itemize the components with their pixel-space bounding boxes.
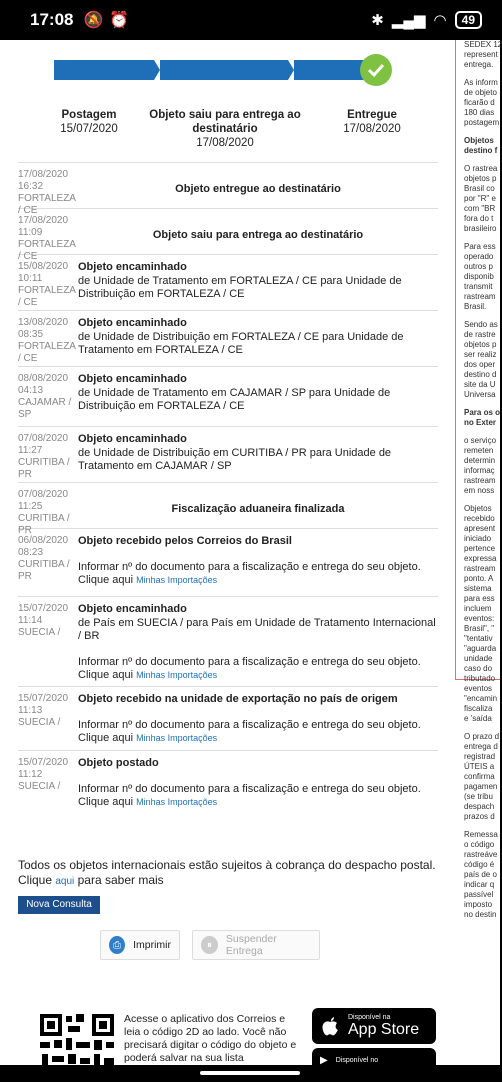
event-date: 08/08/2020 bbox=[18, 373, 69, 384]
sidebar-line: (se tribu bbox=[464, 792, 493, 801]
event-place: CAJAMAR / SP bbox=[18, 397, 72, 420]
sidebar-paragraph bbox=[464, 78, 500, 128]
sidebar-line: no Exter bbox=[464, 418, 497, 427]
event-time: 04:13 bbox=[18, 385, 44, 396]
sidebar-line: de rastre bbox=[464, 330, 496, 339]
event-place: CURITIBA / PR bbox=[18, 559, 70, 582]
stage-posted bbox=[44, 108, 134, 136]
event-title: Objeto encaminhado bbox=[78, 603, 187, 615]
event-place: SUECIA / bbox=[18, 781, 61, 792]
event-desc: de Unidade de Tratamento em CAJAMAR / SP para Unidade de Distribuição em FORTALEZA / CE bbox=[78, 386, 391, 412]
suspend-icon: ⏸ bbox=[201, 936, 218, 954]
sidebar-line: pagamen bbox=[464, 782, 498, 791]
event-time: 16:32 bbox=[18, 181, 44, 192]
postal-fee-text-end: para saber mais bbox=[77, 873, 164, 887]
sidebar-line: objetos p bbox=[464, 340, 497, 349]
event-time: 08:35 bbox=[18, 329, 44, 340]
event-place: CURITIBA / PR bbox=[18, 513, 70, 536]
stage-label: Postagem bbox=[61, 109, 117, 121]
event-date: 06/08/2020 bbox=[18, 535, 69, 546]
play-icon: ▶ bbox=[320, 1054, 328, 1066]
sidebar-line: tributado bbox=[464, 674, 496, 683]
sidebar-line: fiscaliza bbox=[464, 704, 493, 713]
event-date: 15/07/2020 bbox=[18, 757, 69, 768]
notifications-off-icon: 🔕 bbox=[83, 12, 104, 29]
sidebar-line: rastreáve bbox=[464, 850, 498, 859]
sidebar-line: para ess bbox=[464, 594, 495, 603]
event-date: 15/07/2020 bbox=[18, 603, 69, 614]
stage-date: 15/07/2020 bbox=[60, 123, 118, 135]
customs-info bbox=[78, 719, 438, 746]
sidebar-line: indicar q bbox=[464, 880, 495, 889]
sidebar-line: sistema bbox=[464, 584, 492, 593]
event-title: Objeto saiu para entrega ao destinatário bbox=[152, 229, 364, 241]
event-date: 15/08/2020 bbox=[18, 261, 69, 272]
sidebar-line: passível bbox=[464, 890, 494, 899]
sidebar-line: O rastrea bbox=[464, 164, 498, 173]
event-time: 08:23 bbox=[18, 547, 44, 558]
sidebar-line: represent bbox=[464, 50, 498, 59]
sidebar-line: de objeto bbox=[464, 88, 497, 97]
stage-date: 17/08/2020 bbox=[343, 123, 401, 135]
event-desc: de Unidade de Tratamento em FORTALEZA / CE para Unidade de Distribuição em FORTALEZA / CE bbox=[78, 274, 402, 300]
sidebar-line: postagem bbox=[464, 118, 500, 127]
event-list bbox=[18, 162, 438, 814]
event-date: 13/08/2020 bbox=[18, 317, 69, 328]
sidebar-paragraph bbox=[464, 242, 500, 312]
stage-delivered bbox=[322, 108, 422, 136]
event-title: Objeto encaminhado bbox=[78, 373, 187, 385]
signal-icon: ▂▄▆ bbox=[391, 12, 426, 29]
progress-segment-out-for-delivery bbox=[160, 60, 288, 80]
event-title: Objeto encaminhado bbox=[78, 433, 187, 445]
sidebar-line: "aguarda bbox=[464, 644, 497, 653]
customs-info bbox=[78, 783, 438, 810]
sidebar-line: expressa bbox=[464, 554, 497, 563]
event-time: 11:12 bbox=[18, 769, 43, 780]
sidebar-line: ficarão d bbox=[464, 98, 495, 107]
event-row bbox=[18, 162, 438, 216]
stage-label: Objeto saiu para entrega ao destinatário bbox=[149, 109, 301, 135]
sidebar-line: caso do bbox=[464, 664, 493, 673]
sidebar-line: remeten bbox=[464, 446, 494, 455]
sidebar-line: determin bbox=[464, 456, 496, 465]
stage-date: 17/08/2020 bbox=[196, 137, 254, 149]
sidebar-line: O prazo d bbox=[464, 732, 500, 741]
home-gesture-bar[interactable] bbox=[200, 1071, 300, 1075]
sidebar-line: e 'saída bbox=[464, 714, 492, 723]
minhas-importacoes-link[interactable]: Minhas Importações bbox=[136, 797, 218, 807]
battery-icon: 49 bbox=[455, 11, 482, 29]
store-small-text: Disponível na bbox=[348, 1014, 391, 1021]
sidebar-line: eventos bbox=[464, 684, 493, 693]
sidebar-line: país de o bbox=[464, 870, 497, 879]
sidebar-paragraph bbox=[464, 830, 500, 920]
sidebar-line: informaç bbox=[464, 466, 495, 475]
sidebar-line: "tentativ bbox=[464, 634, 493, 643]
tracking-progress bbox=[54, 54, 394, 84]
sidebar-line: Brasil. bbox=[464, 302, 487, 311]
event-row bbox=[18, 426, 438, 482]
event-time: 11:25 bbox=[18, 501, 43, 512]
minhas-importacoes-link[interactable]: Minhas Importações bbox=[136, 733, 218, 743]
sidebar-line: rastream bbox=[464, 292, 496, 301]
stage-label: Entregue bbox=[347, 109, 397, 121]
sidebar-line: entrega. bbox=[464, 60, 494, 69]
sidebar-line: transmit bbox=[464, 282, 493, 291]
sidebar-line: As inform bbox=[464, 78, 498, 87]
sidebar-line: Objetos bbox=[464, 136, 494, 145]
sidebar-paragraph bbox=[464, 136, 500, 156]
event-date: 15/07/2020 bbox=[18, 693, 69, 704]
sidebar-line: código é bbox=[464, 860, 495, 869]
sidebar-line: Sendo as bbox=[464, 320, 498, 329]
sidebar-line: 180 dias bbox=[464, 108, 495, 117]
customs-info-text: Informar nº do documento para a fiscalização e entrega do seu objeto. Clique aqui bbox=[78, 655, 421, 681]
event-row bbox=[18, 528, 438, 596]
progress-segment-posted bbox=[54, 60, 154, 80]
sidebar-line: Para os o bbox=[464, 408, 501, 417]
suspend-label: Suspender Entrega bbox=[225, 933, 277, 957]
apple-icon bbox=[320, 1015, 340, 1037]
suspend-delivery-button[interactable] bbox=[192, 930, 320, 960]
sidebar-line: "encamin bbox=[464, 694, 498, 703]
event-place: FORTALEZA / CE bbox=[18, 341, 76, 364]
sidebar-paragraph bbox=[464, 40, 500, 70]
sidebar-line: imposto bbox=[464, 900, 493, 909]
print-label: Imprimir bbox=[133, 939, 171, 951]
sidebar-paragraph bbox=[464, 320, 500, 400]
sidebar-line: fora do t bbox=[464, 214, 494, 223]
event-date: 17/08/2020 bbox=[18, 215, 69, 226]
sidebar-line: destino d bbox=[464, 370, 497, 379]
app-store-badge[interactable] bbox=[312, 1008, 436, 1044]
sidebar-paragraph bbox=[464, 436, 500, 496]
sidebar-line: ÚTEIS a bbox=[464, 762, 495, 771]
event-date: 17/08/2020 bbox=[18, 169, 69, 180]
sidebar-line: eventos: bbox=[464, 614, 495, 623]
clock: 17:08 bbox=[30, 10, 74, 29]
store-big-text: App Store bbox=[348, 1021, 420, 1038]
sidebar-line: ser realiz bbox=[464, 350, 497, 359]
sidebar-line: o serviço bbox=[464, 436, 497, 445]
event-title: Fiscalização aduaneira finalizada bbox=[171, 503, 345, 515]
sidebar-line: destino f bbox=[464, 146, 498, 155]
new-search-button[interactable]: Nova Consulta bbox=[18, 896, 100, 914]
bluetooth-icon: ✱ bbox=[371, 12, 384, 29]
sidebar-line: Brasil", " bbox=[464, 624, 495, 633]
customs-info bbox=[78, 561, 438, 588]
postal-fee-text: Todos os objetos internacionais estão sujeitos à cobrança do despacho postal. Clique bbox=[18, 858, 436, 887]
progress-segment-delivered bbox=[294, 60, 366, 80]
sidebar-line: operado bbox=[464, 252, 494, 261]
sidebar-line: ponto. A bbox=[464, 574, 494, 583]
sidebar-line: dos oper bbox=[464, 360, 496, 369]
page bbox=[0, 40, 500, 1065]
event-row bbox=[18, 310, 438, 366]
sidebar-line: unidade bbox=[464, 654, 493, 663]
sidebar-line: SEDEX 12 bbox=[464, 40, 502, 49]
sidebar-line: com "BR bbox=[464, 204, 496, 213]
customs-info-text: Informar nº do documento para a fiscalização e entrega do seu objeto. Clique aqui bbox=[78, 560, 421, 586]
event-date: 07/08/2020 bbox=[18, 489, 69, 500]
event-place: CURITIBA / PR bbox=[18, 457, 70, 480]
sidebar-line: confirma bbox=[464, 772, 495, 781]
event-time: 10:11 bbox=[18, 273, 43, 284]
sidebar-line: despach bbox=[464, 802, 495, 811]
event-title: Objeto encaminhado bbox=[78, 261, 187, 273]
event-time: 11:09 bbox=[18, 227, 43, 238]
system-nav-bar bbox=[0, 1065, 500, 1082]
sidebar-line: recebido bbox=[464, 514, 495, 523]
event-row bbox=[18, 596, 438, 686]
postal-fee-link[interactable]: aqui bbox=[55, 876, 75, 887]
sidebar-line: em noss bbox=[464, 486, 495, 495]
sidebar-line: iniciado bbox=[464, 534, 492, 543]
sidebar-line: o código bbox=[464, 840, 495, 849]
customs-info bbox=[78, 656, 438, 683]
sidebar-line: Para ess bbox=[464, 242, 496, 251]
printer-icon: ⎙ bbox=[109, 936, 125, 954]
event-row bbox=[18, 686, 438, 750]
stage-out-for-delivery bbox=[140, 108, 310, 150]
print-button[interactable] bbox=[100, 930, 180, 960]
event-title: Objeto entregue ao destinatário bbox=[175, 183, 341, 195]
event-title: Objeto encaminhado bbox=[78, 317, 187, 329]
sidebar-paragraph bbox=[464, 732, 500, 822]
event-place: SUECIA / bbox=[18, 627, 61, 638]
sidebar-line: prazos d bbox=[464, 812, 495, 821]
sidebar-line: pertence bbox=[464, 544, 496, 553]
event-title: Objeto postado bbox=[78, 757, 159, 769]
minhas-importacoes-link[interactable]: Minhas Importações bbox=[136, 575, 218, 585]
event-time: 11:27 bbox=[18, 445, 43, 456]
sidebar-line: por "R" e bbox=[464, 194, 496, 203]
gp-small-text: Disponível no bbox=[335, 1056, 379, 1064]
app-promo-text: Acesse o aplicativo dos Correios e leia o código 2D ao lado. Você não precisará digitar o código do objeto e poderá salvar na sua lista bbox=[124, 1013, 297, 1064]
event-title: Objeto recebido pelos Correios do Brasil bbox=[78, 535, 292, 547]
check-icon bbox=[360, 54, 392, 86]
event-row bbox=[18, 482, 438, 536]
event-time: 11:14 bbox=[18, 615, 43, 626]
event-row bbox=[18, 366, 438, 426]
customs-info-text: Informar nº do documento para a fiscalização e entrega do seu objeto. Clique aqui bbox=[78, 718, 421, 744]
event-place: FORTALEZA / CE bbox=[18, 285, 76, 308]
status-bar bbox=[0, 0, 500, 40]
event-desc: de País em SUECIA / para País em Unidade de Tratamento Internacional / BR bbox=[78, 616, 436, 642]
sidebar-line: Remessa bbox=[464, 830, 498, 839]
event-place: SUECIA / bbox=[18, 717, 61, 728]
event-row bbox=[18, 750, 438, 814]
event-desc: de Unidade de Distribuição em FORTALEZA / CE para Unidade de Tratamento em FORTALEZA / CE bbox=[78, 330, 404, 356]
sidebar-line: Universa bbox=[464, 390, 496, 399]
event-row bbox=[18, 208, 438, 262]
sidebar-line: Brasil co bbox=[464, 184, 495, 193]
info-sidebar bbox=[455, 40, 502, 919]
alarm-icon: ⏰ bbox=[109, 12, 130, 29]
sidebar-line: incluem bbox=[464, 604, 492, 613]
sidebar-paragraph bbox=[464, 408, 500, 428]
event-place: FORTALEZA / CE bbox=[18, 239, 76, 262]
sidebar-line: apresent bbox=[464, 524, 496, 533]
sidebar-line: entrega d bbox=[464, 742, 498, 751]
postal-fee-notice bbox=[18, 858, 438, 889]
sidebar-line: rastream bbox=[464, 476, 496, 485]
sidebar-paragraph bbox=[464, 164, 500, 234]
event-date: 07/08/2020 bbox=[18, 433, 69, 444]
event-desc: de Unidade de Distribuição em CURITIBA / PR para Unidade de Tratamento em CAJAMAR / SP bbox=[78, 446, 392, 472]
minhas-importacoes-link[interactable]: Minhas Importações bbox=[136, 670, 218, 680]
tracking-main bbox=[0, 40, 452, 1065]
sidebar-line: rastream bbox=[464, 564, 496, 573]
sidebar-line: registrad bbox=[464, 752, 496, 761]
event-place: FORTALEZA / CE bbox=[18, 193, 76, 216]
sidebar-line: disponib bbox=[464, 272, 494, 281]
sidebar-line: brasileiro bbox=[464, 224, 497, 233]
wifi-icon: ◠ bbox=[433, 12, 447, 29]
customs-info-text: Informar nº do documento para a fiscalização e entrega do seu objeto. Clique aqui bbox=[78, 782, 421, 808]
sidebar-line: no destin bbox=[464, 910, 497, 919]
event-time: 11:13 bbox=[18, 705, 43, 716]
event-title: Objeto recebido na unidade de exportação no país de origem bbox=[78, 693, 398, 705]
sidebar-line: Objetos bbox=[464, 504, 492, 513]
event-row bbox=[18, 254, 438, 310]
sidebar-paragraph bbox=[464, 504, 500, 724]
sidebar-line: outros p bbox=[464, 262, 493, 271]
sidebar-line: objetos p bbox=[464, 174, 497, 183]
sidebar-line: site da U bbox=[464, 380, 496, 389]
